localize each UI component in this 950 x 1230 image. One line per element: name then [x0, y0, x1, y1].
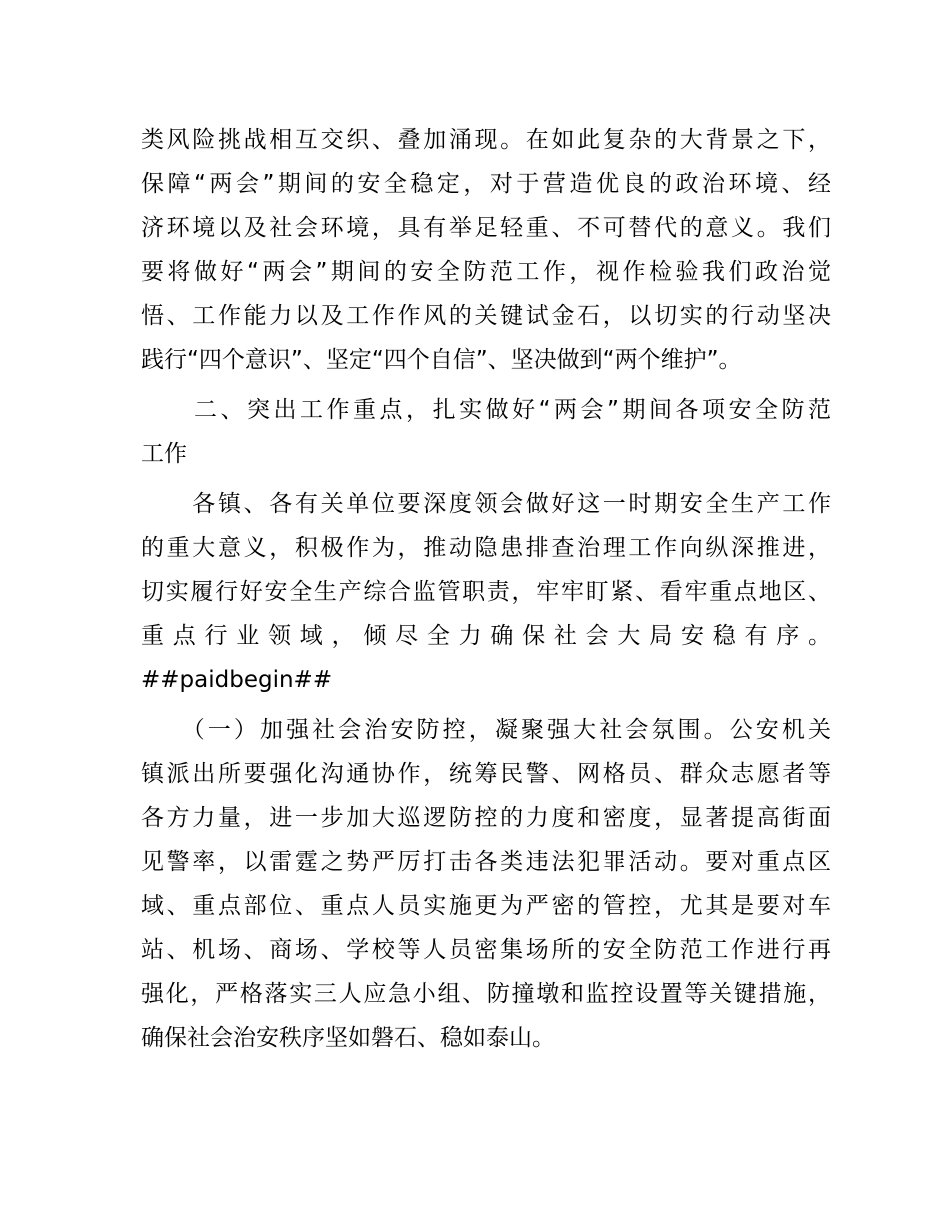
text-line: 各方力量，进一步加大巡逻防控的力度和密度，显著提高街面 — [141, 805, 831, 831]
document-body — [141, 118, 831, 1060]
text-line: 悟、工作能力以及工作作风的关键试金石，以切实的行动坚决 — [141, 303, 831, 329]
paragraph-section-body — [141, 482, 831, 702]
paid-marker: ##paidbegin## — [141, 667, 333, 693]
text-line: 切实履行好安全生产综合监管职责，牢牢盯紧、看牢重点地区、 — [141, 579, 831, 605]
heading-line: 工作 — [141, 441, 187, 467]
text-line: 见警率，以雷霆之势严厉打击各类违法犯罪活动。要对重点区 — [141, 849, 831, 875]
heading-line: 二、突出工作重点，扎实做好“两会”期间各项安全防范 — [141, 397, 831, 423]
text-line: 确保社会治安秩序坚如磐石、稳如泰山。 — [141, 1025, 555, 1051]
text-line: 各镇、各有关单位要深度领会做好这一时期安全生产工作 — [141, 491, 831, 517]
text-line: 重点行业领域，倾尽全力确保社会大局安稳有序。 — [141, 623, 831, 649]
text-line: 类风险挑战相互交织、叠加涌现。在如此复杂的大背景之下， — [141, 127, 831, 153]
paragraph-intro-continuation — [141, 118, 831, 382]
text-line: 保障“两会”期间的安全稳定，对于营造优良的政治环境、经 — [141, 171, 831, 197]
text-line: 的重大意义，积极作为，推动隐患排查治理工作向纵深推进， — [141, 535, 831, 561]
text-line: （一）加强社会治安防控，凝聚强大社会氛围。公安机关 — [141, 717, 831, 743]
text-line: 镇派出所要强化沟通协作，统筹民警、网格员、群众志愿者等 — [141, 761, 831, 787]
section-heading — [141, 388, 831, 476]
paragraph-subsection-1 — [141, 708, 831, 1060]
text-line: 济环境以及社会环境，具有举足轻重、不可替代的意义。我们 — [141, 215, 831, 241]
text-line: 要将做好“两会”期间的安全防范工作，视作检验我们政治觉 — [141, 259, 831, 285]
text-line: 强化，严格落实三人应急小组、防撞墩和监控设置等关键措施， — [141, 981, 831, 1007]
text-line: 域、重点部位、重点人员实施更为严密的管控，尤其是要对车 — [141, 893, 831, 919]
text-line: 践行“四个意识”、坚定“四个自信”、坚决做到“两个维护”。 — [141, 347, 742, 373]
text-line: 站、机场、商场、学校等人员密集场所的安全防范工作进行再 — [141, 937, 831, 963]
